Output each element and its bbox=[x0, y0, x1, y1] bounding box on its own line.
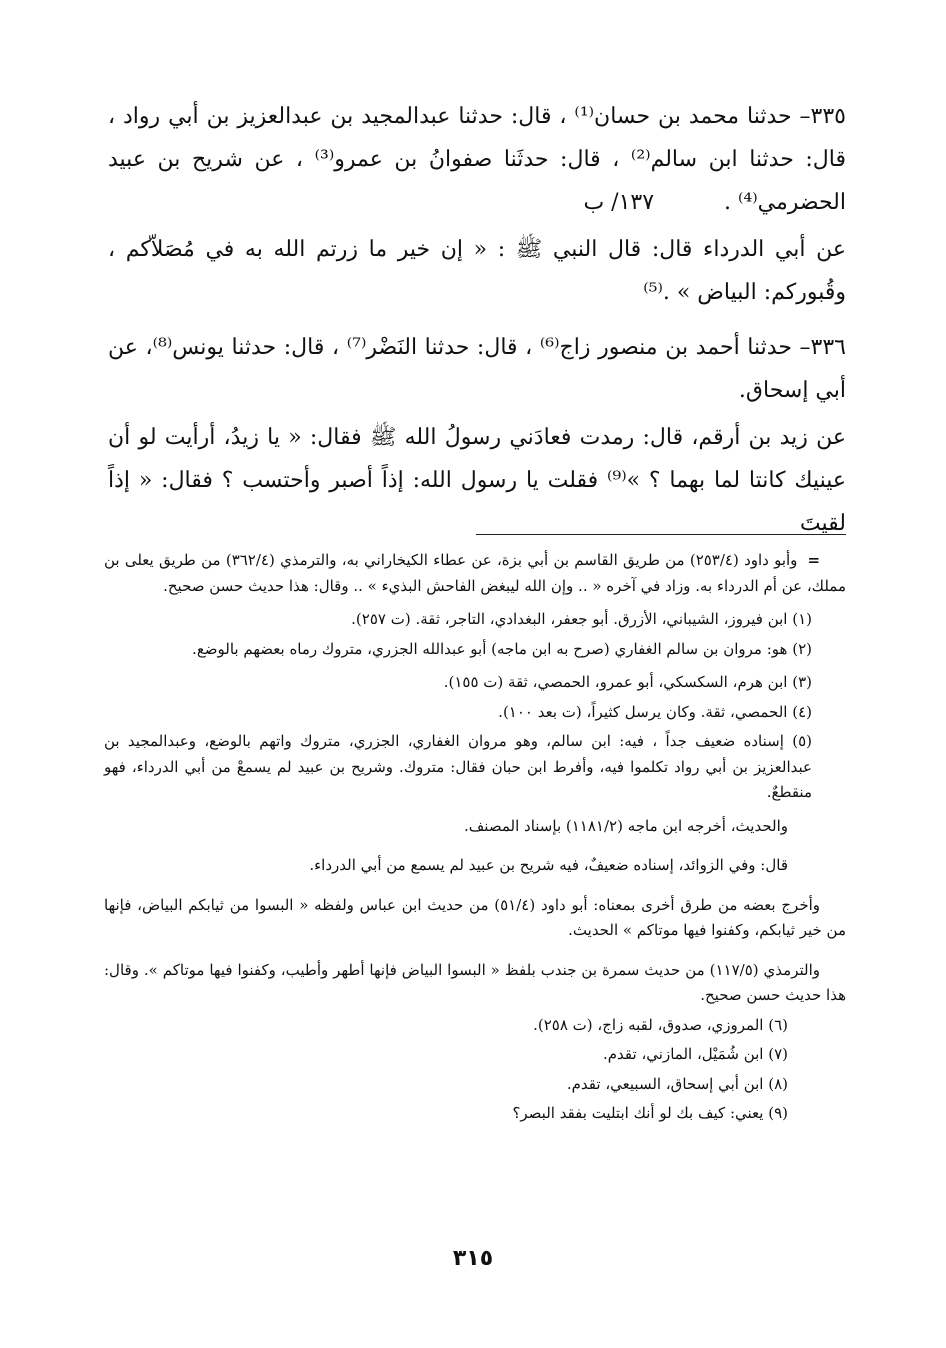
hadith-335-matn: عن أبي الدرداء قال: قال النبي ﷺ : « إن خير ما زرتم الله به في مُصَلاّكم ، وقُبوركم: البياض » .⁽⁵⁾ bbox=[108, 237, 846, 305]
footnote-2: (٢) هو: مروان بن سالم الغفاري (صرح به ابن ماجه) أبو عبدالله الجزري، متروك رماه بعضهم بالوضع. bbox=[192, 639, 812, 658]
footnotes bbox=[104, 548, 846, 1127]
main-text bbox=[108, 95, 846, 545]
footnote-4: (٤) الحمصي، ثقة. وكان يرسل كثيراً، (ت بعد ١٠٠). bbox=[498, 702, 812, 721]
footnote-continuation-text: وأبو داود (٢٥٣/٤) من طريق القاسم بن أبي بزة، عن عطاء الكيخاراني به، والترمذي (٣٦٢/٤) من طريق يعلى بن مملك، عن أم الدرداء به. وزاد في آخره « .. وإن الله ليبغض الفاحش البذيء » .. وقال: هذا حديث حسن صحيح. bbox=[104, 551, 846, 595]
footnote-3: (٣) ابن هرم، السكسكي، أبو عمرو، الحمصي، ثقة (ت ١٥٥). bbox=[443, 673, 812, 691]
hadith-335-isnad-text: ٣٣٥– حدثنا محمد بن حسان⁽¹⁾ ، قال: حدثنا عبدالمجيد بن عبدالعزيز بن أبي رواد ، قال: حدثنا ابن سالم⁽²⁾ ، قال: حدثَنا صفوانُ بن عمرو⁽³⁾ ، عن شريح بن عبيد الحضرمي⁽⁴⁾ . bbox=[108, 104, 846, 215]
footnote-continuation bbox=[104, 548, 846, 599]
continuation-mark: = bbox=[807, 551, 821, 569]
page-number: ٣١٥ bbox=[452, 1246, 494, 1271]
footnote-divider bbox=[476, 534, 846, 535]
footnote-7: (٧) ابن شُمَيْل، المازني، تقدم. bbox=[602, 1045, 788, 1063]
footnote-1: (١) ابن فيروز، الشيباني، الأزرق. أبو جعفر، البغدادي، التاجر، ثقة. (ت ٢٥٧). bbox=[351, 610, 812, 628]
footnote-8: (٨) ابن أبي إسحاق، السبيعي، تقدم. bbox=[566, 1074, 788, 1093]
folio-marker: ١٣٧/ ب bbox=[583, 190, 655, 215]
footnote-5-other-routes: وأخرج بعضه من طرق أخرى بمعناه: أبو داود (٥١/٤) من حديث ابن عباس ولفظه « البسوا من ثيابكم البياض، فإنها من خير ثيابكم، وكفنوا فيها موتاكم » الحديث. bbox=[104, 895, 846, 939]
footnote-5-takhrij: والحديث، أخرجه ابن ماجه (١١٨١/٢) بإسناد المصنف. bbox=[464, 816, 788, 835]
footnote-5: (٥) إسناده ضعيف جداً ، فيه: ابن سالم، وهو مروان الغفاري، الجزري، متروك واتهم بالوضع، وعبدالمجيد بن عبدالعزيز بن أبي رواد تكلموا فيه، وأفرط ابن حبان فقال: متروك. وشريح بن عبيد لم يسمعْ من أبي الدرداء، فهو منقطعٌ. bbox=[104, 732, 812, 801]
footnote-5-tirmidhi: والترمذي (١١٧/٥) من حديث سمرة بن جندب بلفظ « البسوا البياض فإنها أطهر وأطيب، وكفنوا فيها موتاكم ». وقال: هذا حديث حسن صحيح. bbox=[104, 960, 846, 1004]
footnote-5-zawaid: قال: وفي الزوائد، إسناده ضعيفٌ، فيه شريح بن عبيد لم يسمع من أبي الدرداء. bbox=[309, 856, 788, 874]
hadith-335-isnad bbox=[108, 95, 846, 224]
hadith-336-matn: عن زيد بن أرقم، قال: رمدت فعادَني رسولُ الله ﷺ فقال: « يا زيدُ، أرأيت لو أن عينيك كانتا لما بهما ؟ »⁽⁹⁾ فقلت يا رسول الله: إذاً أصبر وأحتسب ؟ فقال: « إذاً لقيتَ bbox=[108, 425, 846, 536]
footnote-9: (٩) يعني: كيف بك لو أنك ابتليت بفقد البصر؟ bbox=[512, 1104, 788, 1122]
hadith-336-isnad: ٣٣٦– حدثنا أحمد بن منصور زاج⁽⁶⁾ ، قال: حدثنا النَضْر⁽⁷⁾ ، قال: حدثنا يونس⁽⁸⁾، عن أبي إسحاق. bbox=[108, 335, 846, 403]
footnote-6: (٦) المروزي، صدوق، لقبه زاج، (ت ٢٥٨). bbox=[533, 1015, 788, 1034]
